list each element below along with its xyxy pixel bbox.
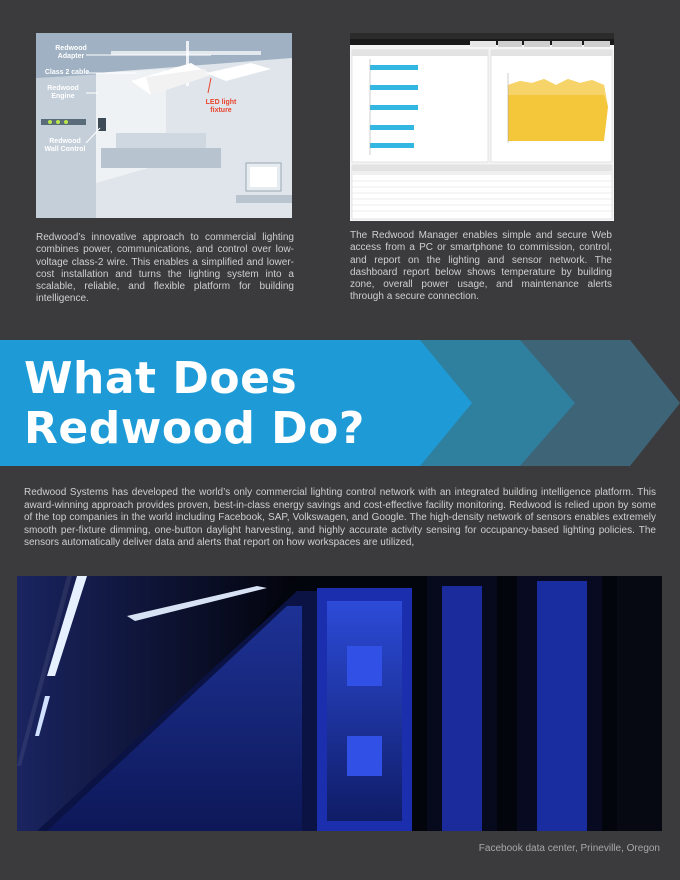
page-title-line-1: What Does (24, 353, 298, 404)
label-class-2-cable: Class 2 cable (44, 69, 90, 76)
dashboard-screenshot (350, 33, 614, 221)
server-racks-image (17, 576, 662, 831)
installation-diagram (36, 33, 292, 218)
page-title (24, 354, 424, 454)
label-redwood-adapter: Redwood Adapter (55, 45, 87, 60)
label-led-light-fixture: LED light fixture (205, 99, 237, 114)
diagram-caption: Redwood’s innovative approach to commercial lighting combines power, communications, and control over low-voltage class-2 wire. This enables a simplified and lower-cost installation and turns the lighting system into a scalable, reliable, and flexible platform for building intelligence. (36, 232, 294, 305)
page-title-line-2: Redwood Do? (24, 403, 365, 454)
data-center-photo (17, 576, 662, 831)
dashboard-illustration (350, 33, 614, 221)
label-redwood-engine: Redwood Engine (47, 85, 79, 100)
photo-caption: Facebook data center, Prineville, Oregon (478, 843, 660, 854)
label-redwood-wall-control: Redwood Wall Control (44, 138, 86, 153)
dashboard-caption: The Redwood Manager enables simple and secure Web access from a PC or smartphone to commission, control, and report on the lighting and sensor network. The dashboard report below shows temperature by building zone, overall power usage, and maintenance alerts through a secure connection. (350, 230, 612, 303)
intro-paragraph: Redwood Systems has developed the world’s only commercial lighting control network with an integrated building intelligence platform. This award-winning approach provides proven, best-in-class energy savings and cost-effective facility monitoring. Redwood is relied upon by some of the top companies in the world including Facebook, SAP, Volkswagen, and Google. The high-density network of sensors enables extremely smooth per-fixture dimming, one-button daylight harvesting, and highly accurate activity sensing for occupancy-based lighting policies. The sensors automatically deliver data and alerts that report on how workspaces are utilized, (24, 487, 656, 549)
